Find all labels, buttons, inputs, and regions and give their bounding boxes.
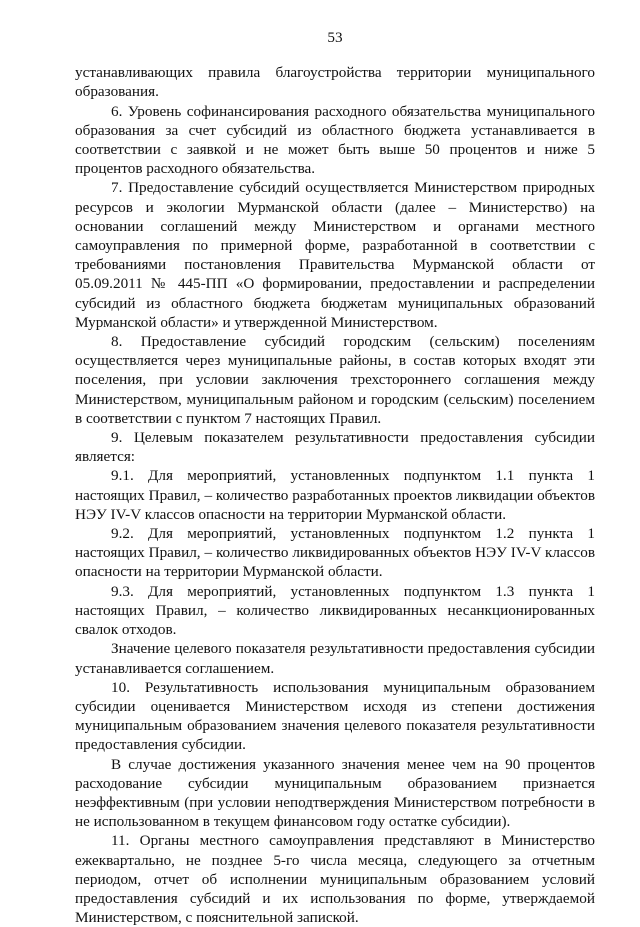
paragraph-9-2: 9.2. Для мероприятий, установленных подпунктом 1.2 пункта 1 настоящих Правил, – количество ликвидированных объектов НЭУ IV-V классов опасности на территории Мурманской области. xyxy=(75,525,595,581)
page-number: 53 xyxy=(327,29,343,46)
document-page xyxy=(75,28,595,927)
paragraph-10-note: В случае достижения указанного значения менее чем на 90 процентов расходование субсидии муниципальным образованием признается неэффективным (при условии неподтверждения Министерством потребности в не использованном в текущем финансовом году остатке субсидии). xyxy=(75,755,595,831)
paragraph-9-3: 9.3. Для мероприятий, установленных подпунктом 1.3 пункта 1 настоящих Правил, – количество ликвидированных несанкционированных свалок отходов. xyxy=(75,582,595,639)
paragraph-9-1: 9.1. Для мероприятий, установленных подпунктом 1.1 пункта 1 настоящих Правил, – количество разработанных проектов ликвидации объектов НЭУ IV-V классов опасности на территории Мурманской области. xyxy=(75,467,595,523)
paragraph-9: 9. Целевым показателем результативности предоставления субсидии является: xyxy=(75,429,595,466)
paragraph-8: 8. Предоставление субсидий городским (сельским) поселениям осуществляется через муниципальные районы, в состав которых входят эти поселения, при условии заключения трехстороннего соглашения между Министерством, муниципальным районом и городским (сельским) поселением в соответствии с пунктом 7 настоящих Правил. xyxy=(75,333,595,427)
paragraph-target-value: Значение целевого показателя результативности предоставления субсидии устанавливается соглашением. xyxy=(75,640,595,677)
paragraph-continuation: устанавливающих правила благоустройства территории муниципального образования. xyxy=(75,64,595,101)
paragraph-7: 7. Предоставление субсидий осуществляется Министерством природных ресурсов и экологии Мурманской области (далее – Министерство) на основании соглашений между Министерством и органами местного самоуправления по примерной форме, разработанной в соответствии с требованиями постановления Правительства Мурманской области от 05.09.2011 № 445-ПП «О формировании, предоставлении и распределении субсидий из областного бюджета бюджетам муниципальных образований Мурманской области» и утвержденной Министерством. xyxy=(75,179,595,331)
paragraph-6: 6. Уровень софинансирования расходного обязательства муниципального образования за счет субсидий из областного бюджета устанавливается в соответствии с заявкой и не может быть выше 50 процентов и ниже 5 процентов расходного обязательства. xyxy=(75,102,595,178)
paragraph-10: 10. Результативность использования муниципальным образованием субсидии оценивается Министерством исходя из степени достижения муниципальным образованием значения целевого показателя результативности предоставления субсидии. xyxy=(75,678,595,754)
paragraph-11: 11. Органы местного самоуправления представляют в Министерство ежеквартально, не позднее 5-го числа месяца, следующего за отчетным периодом, отчет об исполнении муниципальным образованием условий предоставления субсидий и их использования по форме, утверждаемой Министерством, с пояснительной запиской. xyxy=(75,832,595,927)
